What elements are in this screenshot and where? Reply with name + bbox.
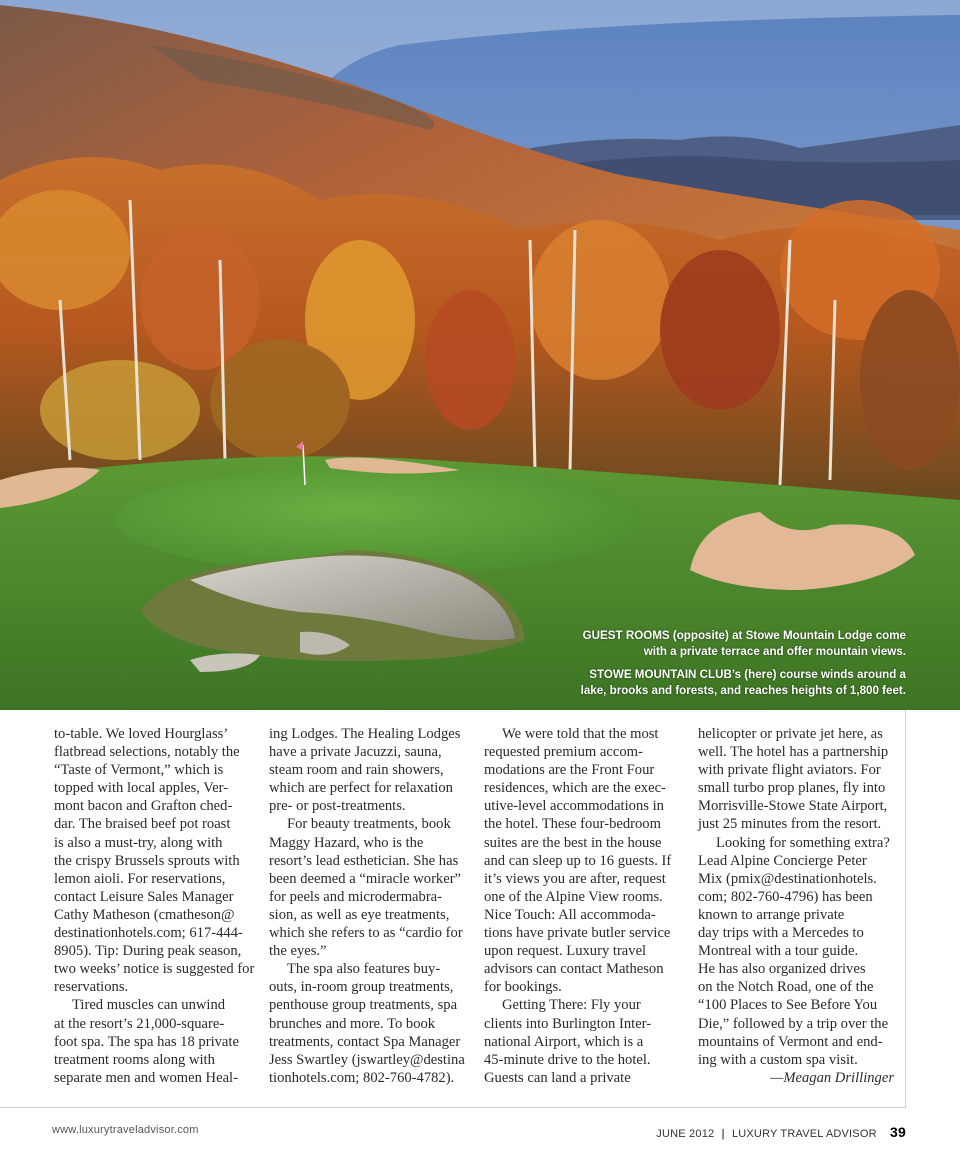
text-line: modations are the Front Four <box>484 762 655 779</box>
folio-separator: | <box>721 1128 725 1140</box>
text-line: for peels and microdermabra- <box>269 888 443 905</box>
text-line: clients into Burlington Inter- <box>484 1015 652 1032</box>
text-line: We were told that the most <box>502 726 659 742</box>
text-line: known to arrange private <box>698 906 845 923</box>
article-column-3 <box>484 725 680 1087</box>
text-line: destinationhotels.com; 617-444- <box>54 925 243 942</box>
paragraph <box>54 725 255 996</box>
text-line: penthouse group treatments, spa <box>269 997 458 1014</box>
text-line: on the Notch Road, one of the <box>698 979 874 996</box>
column-edge-divider <box>905 710 906 1108</box>
text-line: dar. The braised beef pot roast <box>54 816 231 833</box>
caption-stowe-club <box>446 667 906 698</box>
text-line: suites are the best in the house <box>484 834 662 851</box>
text-line: ing with a custom spa visit. <box>698 1051 858 1068</box>
text-line: utive-level accommodations in <box>484 798 664 815</box>
paragraph <box>54 996 250 1086</box>
text-line: tionhotels.com; 802-760-4782). <box>269 1069 455 1086</box>
text-line: requested premium accom- <box>484 744 643 761</box>
text-line: “Taste of Vermont,” which is <box>54 762 224 779</box>
text-line: with private flight aviators. For <box>698 762 881 779</box>
text-line: it’s views you are after, request <box>484 870 666 887</box>
article-column-4 <box>698 725 894 1087</box>
text-line: is also a must-try, along with <box>54 834 223 851</box>
text-line: lemon aioli. For reservations, <box>54 870 226 887</box>
paragraph <box>484 725 680 996</box>
text-line: to-table. We loved Hourglass’ <box>54 726 229 742</box>
publication-name: LUXURY TRAVEL ADVISOR <box>731 1128 877 1140</box>
text-line: com; 802-760-4796) has been <box>698 888 873 905</box>
text-line: the hotel. These four-bedroom <box>484 816 661 833</box>
text-line: Tired muscles can unwind <box>72 997 226 1014</box>
text-line: resort’s lead esthetician. She has <box>269 852 459 869</box>
text-line: pre- or post-treatments. <box>269 798 406 815</box>
text-line: which are perfect for relaxation <box>269 780 453 797</box>
text-line: the crispy Brussels sprouts with <box>54 852 240 869</box>
text-line: Guests can land a private <box>484 1069 631 1086</box>
text-line: Getting There: Fly your <box>502 997 641 1014</box>
text-line: been deemed a “miracle worker” <box>269 870 462 887</box>
issue-date: JUNE 2012 <box>656 1128 715 1140</box>
footer-divider <box>0 1107 906 1108</box>
paragraph <box>269 815 465 960</box>
text-line: day trips with a Mercedes to <box>698 925 864 942</box>
text-line: Cathy Matheson (cmatheson@ <box>54 906 235 923</box>
text-line: residences, which are the exec- <box>484 780 666 797</box>
text-line: separate men and women Heal- <box>54 1069 238 1086</box>
text-line: steam room and rain showers, <box>269 762 444 779</box>
text-line: sion, as well as eye treatments, <box>269 906 450 923</box>
text-line: well. The hotel has a partnership <box>698 744 889 761</box>
text-line: which she refers to as “cardio for <box>269 925 463 942</box>
text-line: national Airport, which is a <box>484 1033 644 1050</box>
caption-line: with a private terrace and offer mountain views. <box>643 644 906 658</box>
text-line: Looking for something extra? <box>716 834 890 851</box>
text-line: outs, in-room group treatments, <box>269 979 454 996</box>
text-line: Montreal with a tour guide. <box>698 943 859 960</box>
text-line: Die,” followed by a trip over the <box>698 1015 889 1032</box>
footer-folio <box>656 1124 906 1140</box>
caption-guest-rooms <box>446 628 906 659</box>
footer-url[interactable]: www.luxurytraveladvisor.com <box>52 1124 199 1136</box>
text-line: brunches and more. To book <box>269 1015 436 1032</box>
text-line: For beauty treatments, book <box>287 816 451 833</box>
text-line: mountains of Vermont and end- <box>698 1033 883 1050</box>
text-line: foot spa. The spa has 18 private <box>54 1033 239 1050</box>
text-line: for bookings. <box>484 979 562 996</box>
text-line: Nice Touch: All accommoda- <box>484 906 656 923</box>
text-line: Morrisville-Stowe State Airport, <box>698 798 888 815</box>
text-line: He has also organized drives <box>698 961 866 978</box>
article-column-2 <box>269 725 465 1087</box>
caption-line: STOWE MOUNTAIN CLUB’s (here) course winds around a <box>589 668 906 681</box>
text-line: at the resort’s 21,000-square- <box>54 1015 225 1032</box>
text-line: Mix (pmix@destinationhotels. <box>698 870 877 887</box>
text-line: flatbread selections, notably the <box>54 744 240 761</box>
text-line: Jess Swartley (jswartley@destina <box>269 1051 465 1068</box>
caption-line: GUEST ROOMS (opposite) at Stowe Mountain Lodge come <box>582 629 906 642</box>
text-line: ing Lodges. The Healing Lodges <box>269 726 461 742</box>
paragraph <box>269 960 465 1087</box>
text-line: reservations. <box>54 979 129 996</box>
text-line: 45-minute drive to the hotel. <box>484 1051 651 1068</box>
text-line: small turbo prop planes, fly into <box>698 780 886 797</box>
author-byline: —Meagan Drillinger <box>770 1069 894 1086</box>
text-line: “100 Places to See Before You <box>698 997 878 1014</box>
text-line: 8905). Tip: During peak season, <box>54 943 242 960</box>
paragraph <box>269 725 465 815</box>
text-line: upon request. Luxury travel <box>484 943 647 960</box>
text-line: mont bacon and Grafton ched- <box>54 798 233 815</box>
text-line: helicopter or private jet here, as <box>698 726 883 742</box>
article-column-1 <box>54 725 255 1087</box>
caption-line: lake, brooks and forests, and reaches heights of 1,800 feet. <box>580 683 906 697</box>
text-line: treatment rooms along with <box>54 1051 215 1068</box>
text-line: Lead Alpine Concierge Peter <box>698 852 867 869</box>
page-number: 39 <box>890 1124 906 1140</box>
paragraph <box>698 725 894 834</box>
text-line: contact Leisure Sales Manager <box>54 888 234 905</box>
text-line: one of the Alpine View rooms. <box>484 888 663 905</box>
text-line: have a private Jacuzzi, sauna, <box>269 744 442 761</box>
text-line: The spa also features buy- <box>287 961 441 978</box>
text-line: two weeks’ notice is suggested for <box>54 961 255 978</box>
text-line: and can sleep up to 16 guests. If <box>484 852 672 869</box>
text-line: advisors can contact Matheson <box>484 961 664 978</box>
paragraph <box>698 834 894 1069</box>
paragraph <box>484 996 680 1086</box>
text-line: tions have private butler service <box>484 925 671 942</box>
text-line: treatments, contact Spa Manager <box>269 1033 461 1050</box>
text-line: just 25 minutes from the resort. <box>698 816 882 833</box>
text-line: topped with local apples, Ver- <box>54 780 229 797</box>
text-line: the eyes.” <box>269 943 327 960</box>
text-line: Maggy Hazard, who is the <box>269 834 424 851</box>
